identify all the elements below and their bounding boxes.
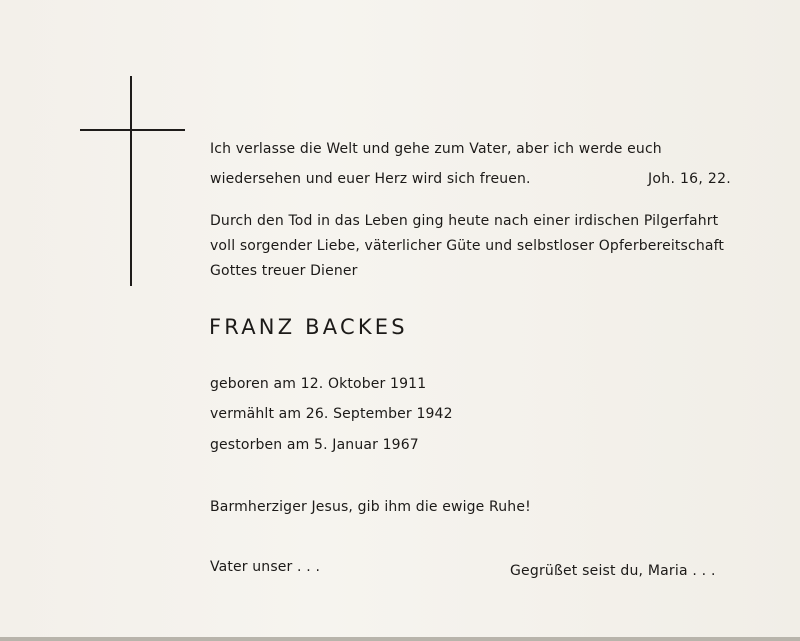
mercy-prayer: Barmherziger Jesus, gib ihm die ewige Ruhe! bbox=[210, 499, 531, 515]
announcement-line-2: voll sorgender Liebe, väterlicher Güte und selbstloser Opferbereitschaft bbox=[210, 238, 725, 254]
verse-line-2: wiedersehen und euer Herz wird sich freuen. bbox=[210, 171, 531, 187]
cross-icon bbox=[130, 76, 132, 286]
hail-mary-prayer: Gegrüßet seist du, Maria . . . bbox=[510, 563, 716, 579]
birth-date: geboren am 12. Oktober 1911 bbox=[210, 376, 427, 392]
announcement-line-1: Durch den Tod in das Leben ging heute nach einer irdischen Pilgerfahrt bbox=[210, 213, 719, 229]
our-father-prayer: Vater unser . . . bbox=[210, 559, 321, 575]
cross-icon-bar bbox=[80, 129, 185, 131]
bottom-edge bbox=[0, 637, 800, 641]
deceased-name: FRANZ BACKES bbox=[209, 315, 408, 339]
marriage-date: vermählt am 26. September 1942 bbox=[210, 406, 453, 422]
announcement-line-3: Gottes treuer Diener bbox=[210, 263, 358, 279]
death-date: gestorben am 5. Januar 1967 bbox=[210, 437, 419, 453]
verse-line-1: Ich verlasse die Welt und gehe zum Vater, aber ich werde euch bbox=[210, 141, 662, 157]
verse-reference: Joh. 16, 22. bbox=[648, 171, 732, 187]
